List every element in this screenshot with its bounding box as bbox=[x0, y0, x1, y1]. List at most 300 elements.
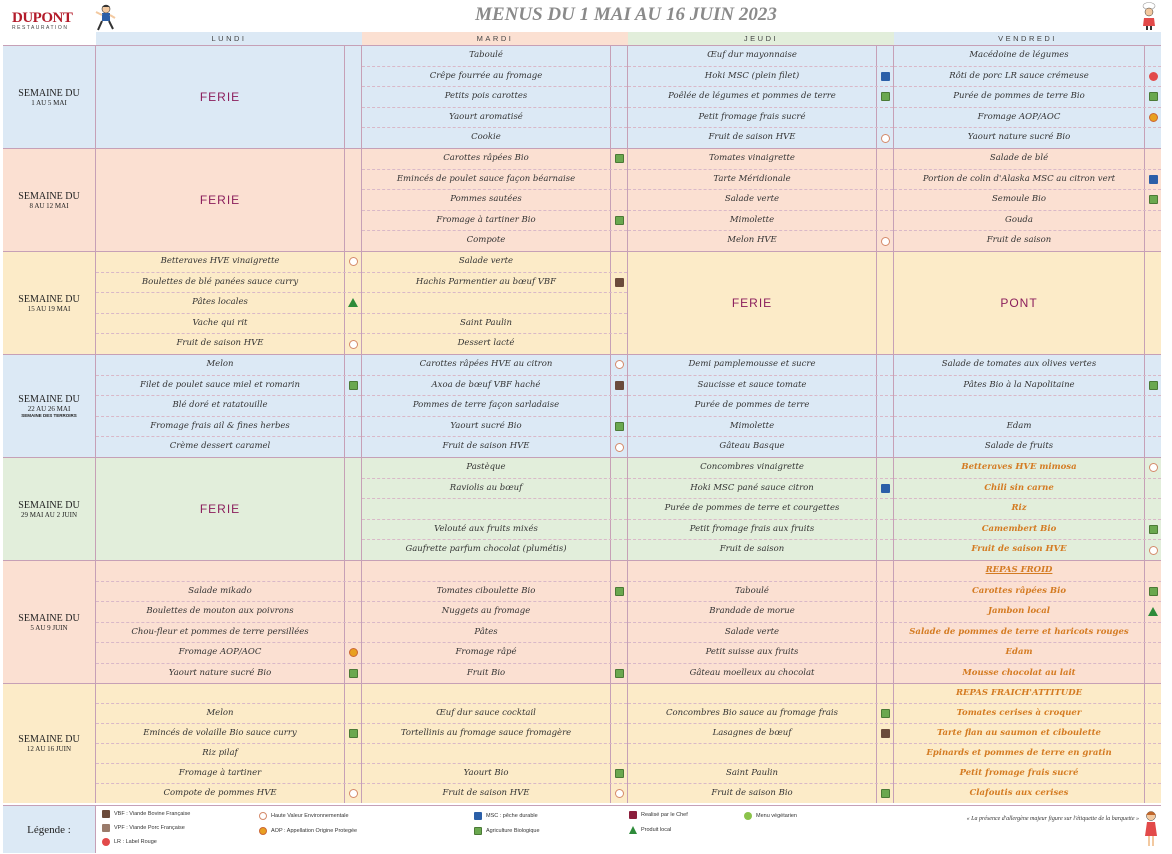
menu-item-text: Macédoine de légumes bbox=[969, 50, 1069, 60]
menu-row bbox=[894, 540, 1161, 560]
menu-row bbox=[362, 87, 627, 108]
legend-lr-text: LR : Label Rouge bbox=[114, 839, 157, 845]
msc-fish-icon bbox=[881, 484, 890, 493]
menu-row bbox=[628, 190, 893, 211]
menu-row bbox=[362, 784, 627, 803]
menu-item-text: Cookie bbox=[471, 132, 501, 143]
day-column-jeudi bbox=[628, 684, 894, 803]
menu-row bbox=[362, 108, 627, 129]
icon-cell bbox=[876, 87, 893, 107]
day-column-lundi bbox=[96, 149, 362, 251]
menu-row bbox=[894, 417, 1161, 438]
menu-row bbox=[628, 724, 893, 744]
week-block bbox=[3, 683, 1161, 803]
icon-cell bbox=[876, 355, 893, 375]
icon-cell bbox=[1144, 602, 1161, 622]
menu-row bbox=[362, 252, 627, 273]
icon-cell bbox=[344, 602, 361, 622]
menu-row bbox=[96, 334, 361, 354]
menu-row bbox=[96, 273, 361, 294]
menu-row bbox=[628, 784, 893, 803]
bio-leaf-icon bbox=[881, 789, 890, 798]
icon-cell bbox=[344, 582, 361, 602]
icon-cell bbox=[610, 458, 627, 478]
day-column-vendredi bbox=[894, 684, 1161, 803]
legend-lr bbox=[102, 838, 157, 846]
day-column-lundi bbox=[96, 355, 362, 457]
icon-cell bbox=[876, 128, 893, 148]
icon-cell bbox=[610, 252, 627, 272]
icon-cell bbox=[1144, 479, 1161, 499]
icon-cell bbox=[610, 724, 627, 743]
menu-item-text: Fruit de saison HVE bbox=[708, 132, 796, 143]
hve-icon bbox=[615, 443, 624, 452]
icon-cell bbox=[876, 376, 893, 396]
menu-row bbox=[96, 561, 361, 582]
menu-row bbox=[894, 784, 1161, 803]
icon-cell bbox=[1144, 67, 1161, 87]
menu-row bbox=[362, 437, 627, 457]
local-product-icon bbox=[629, 826, 637, 834]
icon-cell bbox=[876, 231, 893, 251]
menu-item-text: Salade verte bbox=[724, 626, 780, 637]
day-column-vendredi bbox=[894, 252, 1161, 354]
icon-cell bbox=[610, 211, 627, 231]
menu-row bbox=[96, 582, 361, 603]
bio-leaf-icon bbox=[615, 769, 624, 778]
icon-cell bbox=[1144, 724, 1161, 743]
menu-item-text: Purée de pommes de terre bbox=[694, 400, 810, 411]
legend-body bbox=[96, 806, 1161, 853]
icon-cell bbox=[610, 108, 627, 128]
menu-item-text: Salade de pommes de terre et haricots rouges bbox=[909, 626, 1129, 637]
menu-row bbox=[894, 190, 1161, 211]
menu-item-text bbox=[362, 561, 610, 581]
day-header-spacer bbox=[3, 32, 96, 45]
menu-row bbox=[362, 643, 627, 664]
legend-local bbox=[629, 826, 671, 834]
menu-row bbox=[362, 355, 627, 376]
icon-cell bbox=[876, 664, 893, 684]
bio-leaf-icon bbox=[349, 381, 358, 390]
menu-item-text bbox=[628, 744, 876, 763]
menu-item-text: Petit fromage frais sucré bbox=[959, 768, 1079, 778]
legend-hve bbox=[259, 812, 349, 820]
menu-grid bbox=[3, 32, 1161, 803]
icon-cell bbox=[610, 664, 627, 684]
legend-bio-text: Agriculture Biologique bbox=[486, 828, 540, 834]
menu-row bbox=[362, 46, 627, 67]
menu-item-text: Velouté aux fruits mixés bbox=[434, 523, 538, 534]
icon-cell bbox=[1144, 231, 1161, 251]
menu-row bbox=[628, 561, 893, 582]
menu-item-text: Mimolette bbox=[729, 214, 775, 225]
icon-cell bbox=[1144, 396, 1161, 416]
hve-icon bbox=[881, 237, 890, 246]
menu-item-text: Petit suisse aux fruits bbox=[705, 647, 799, 657]
icon-cell bbox=[344, 314, 361, 334]
menu-item-text: Salade de fruits bbox=[984, 441, 1054, 452]
menu-item-text: Fruit de saison HVE bbox=[442, 441, 530, 452]
menu-row bbox=[362, 417, 627, 438]
menu-row bbox=[894, 437, 1161, 457]
menu-row bbox=[362, 704, 627, 724]
menu-item-text: REPAS FROID bbox=[985, 565, 1053, 575]
menu-item-text: Petit fromage frais sucré bbox=[698, 111, 806, 122]
menu-row bbox=[362, 623, 627, 644]
legend-aop bbox=[259, 827, 357, 835]
day-column-lundi bbox=[96, 458, 362, 560]
chef-girl-icon bbox=[1138, 2, 1160, 30]
menu-item-text: Gouda bbox=[1005, 214, 1033, 225]
week-label-dates: 8 AU 12 MAI bbox=[29, 201, 69, 210]
day-column-vendredi bbox=[894, 149, 1161, 251]
menu-row bbox=[96, 417, 361, 438]
menu-item-text: Nuggets au fromage bbox=[441, 606, 531, 616]
icon-cell bbox=[610, 273, 627, 293]
week-label bbox=[3, 684, 96, 803]
menu-row bbox=[362, 128, 627, 148]
day-column-mardi bbox=[362, 561, 628, 683]
menu-row bbox=[362, 314, 627, 335]
menu-row bbox=[362, 602, 627, 623]
bio-leaf-icon bbox=[881, 709, 890, 718]
menu-item-text: Demi pamplemousse et sucre bbox=[688, 359, 816, 369]
menu-item-text bbox=[362, 684, 610, 703]
icon-cell bbox=[876, 190, 893, 210]
bio-leaf-icon bbox=[474, 827, 482, 835]
day-column-jeudi bbox=[628, 355, 894, 457]
menu-row bbox=[628, 764, 893, 784]
menu-row bbox=[362, 211, 627, 232]
menu-row bbox=[628, 540, 893, 560]
logo-sub: RESTAURATION bbox=[12, 25, 69, 31]
icon-cell bbox=[610, 520, 627, 540]
bio-leaf-icon bbox=[615, 422, 624, 431]
menu-item-text: Riz bbox=[1011, 503, 1027, 514]
menu-item-text: REPAS FRAICH'ATTITUDE bbox=[955, 688, 1083, 698]
week-block bbox=[3, 45, 1161, 148]
icon-cell bbox=[1144, 417, 1161, 437]
menu-item-text: Dessert lacté bbox=[457, 338, 515, 349]
menu-item-text: Betteraves HVE vinaigrette bbox=[160, 256, 280, 266]
menu-row bbox=[894, 724, 1161, 744]
logo-word: DUPONT bbox=[12, 10, 73, 26]
holiday-box bbox=[628, 252, 893, 354]
day-column-vendredi bbox=[894, 561, 1161, 683]
msc-fish-icon bbox=[881, 72, 890, 81]
menu-item-text bbox=[362, 499, 610, 519]
menu-item-text bbox=[362, 293, 610, 313]
menu-row bbox=[894, 170, 1161, 191]
menu-row bbox=[894, 355, 1161, 376]
menu-item-text: Fruit de saison HVE bbox=[971, 544, 1067, 555]
menu-item-text: Melon HVE bbox=[727, 235, 777, 246]
menu-row bbox=[362, 293, 627, 314]
bio-leaf-icon bbox=[1149, 381, 1158, 390]
icon-cell bbox=[1144, 355, 1161, 375]
menu-row bbox=[628, 128, 893, 148]
menu-item-text: Œuf dur sauce cocktail bbox=[436, 708, 536, 718]
ferie-label: FERIE bbox=[199, 502, 241, 516]
menu-row bbox=[362, 764, 627, 784]
week-label bbox=[3, 46, 96, 148]
icon-cell bbox=[1144, 664, 1161, 684]
menu-item-text: Carottes râpées Bio bbox=[443, 153, 529, 163]
icon-cell bbox=[610, 437, 627, 457]
day-column-vendredi bbox=[894, 355, 1161, 457]
day-column-mardi bbox=[362, 149, 628, 251]
week-label-dates: 12 AU 16 JUIN bbox=[26, 745, 72, 753]
icon-cell bbox=[1144, 170, 1161, 190]
icon-cell bbox=[610, 684, 627, 703]
menu-row bbox=[894, 46, 1161, 67]
menu-row bbox=[894, 479, 1161, 500]
icon-cell bbox=[610, 67, 627, 87]
menu-item-text: Filet de poulet sauce miel et romarin bbox=[140, 379, 300, 390]
icon-cell bbox=[344, 437, 361, 457]
menu-row bbox=[362, 540, 627, 560]
menu-item-text: Tomates vinaigrette bbox=[709, 153, 795, 163]
week-block bbox=[3, 251, 1161, 354]
menu-row bbox=[894, 376, 1161, 397]
icon-cell bbox=[876, 764, 893, 783]
menu-row bbox=[362, 231, 627, 251]
menu-row bbox=[894, 684, 1161, 704]
chef-hat-icon bbox=[629, 811, 637, 819]
menu-item-text: Saint Paulin bbox=[726, 768, 778, 778]
menu-row bbox=[96, 396, 361, 417]
day-column-jeudi bbox=[628, 561, 894, 683]
menu-item-text bbox=[96, 684, 344, 703]
icon-cell bbox=[610, 643, 627, 663]
menu-item-text: Salade verte bbox=[458, 256, 514, 266]
menu-row bbox=[96, 764, 361, 784]
bio-leaf-icon bbox=[1149, 92, 1158, 101]
icon-cell bbox=[610, 334, 627, 354]
day-column-lundi bbox=[96, 252, 362, 354]
menu-row bbox=[362, 334, 627, 354]
menu-item-text: Poêlée de légumes et pommes de terre bbox=[668, 91, 836, 102]
legend-title: Légende : bbox=[3, 806, 96, 853]
day-column-lundi bbox=[96, 684, 362, 803]
icon-cell bbox=[1144, 684, 1161, 703]
menu-row bbox=[628, 499, 893, 520]
menu-row bbox=[628, 458, 893, 479]
menu-row bbox=[362, 479, 627, 500]
ferie-label: FERIE bbox=[199, 90, 241, 104]
week-label bbox=[3, 458, 96, 560]
girl-illustration-icon bbox=[1143, 810, 1159, 848]
menu-item-text: Axoa de bœuf VBF haché bbox=[431, 379, 541, 390]
menu-item-text: Carottes râpées HVE au citron bbox=[419, 359, 553, 369]
menu-item-text: Gâteau Basque bbox=[719, 441, 785, 452]
icon-cell bbox=[610, 396, 627, 416]
menu-item-text: Yaourt Bio bbox=[463, 768, 509, 778]
icon-cell bbox=[344, 784, 361, 803]
vbf-icon bbox=[881, 729, 890, 738]
week-label-main: SEMAINE DU bbox=[18, 190, 80, 202]
icon-cell bbox=[610, 355, 627, 375]
bio-leaf-icon bbox=[615, 669, 624, 678]
icon-column bbox=[344, 149, 361, 251]
menu-row bbox=[894, 520, 1161, 541]
menu-item-text: Concombres vinaigrette bbox=[700, 462, 804, 472]
menu-item-text: Fromage AOP/AOC bbox=[178, 647, 262, 657]
icon-cell bbox=[344, 355, 361, 375]
icon-cell bbox=[610, 417, 627, 437]
menu-row bbox=[362, 190, 627, 211]
menu-item-text: Petit fromage frais aux fruits bbox=[689, 523, 815, 534]
week-label-main: SEMAINE DU bbox=[18, 293, 80, 305]
menu-row bbox=[894, 458, 1161, 479]
menu-item-text: Pommes sautées bbox=[450, 194, 522, 205]
icon-cell bbox=[344, 376, 361, 396]
week-label-dates: 29 MAI AU 2 JUIN bbox=[21, 510, 77, 519]
menu-row bbox=[628, 108, 893, 129]
icon-cell bbox=[876, 744, 893, 763]
menu-row bbox=[362, 520, 627, 541]
menu-row bbox=[96, 704, 361, 724]
menu-item-text: Yaourt aromatisé bbox=[449, 111, 523, 122]
menu-row bbox=[628, 67, 893, 88]
icon-cell bbox=[610, 499, 627, 519]
menu-item-text: Emincés de poulet sauce façon béarnaise bbox=[396, 173, 576, 184]
hve-icon bbox=[881, 134, 890, 143]
hve-icon bbox=[1149, 546, 1158, 555]
icon-cell bbox=[876, 520, 893, 540]
legend-local-text: Produit local bbox=[641, 827, 672, 833]
aop-icon bbox=[349, 648, 358, 657]
menu-row bbox=[628, 417, 893, 438]
day-column-lundi bbox=[96, 46, 362, 148]
legend-aop-text: AOP : Appellation Origine Protegée bbox=[271, 828, 358, 834]
menu-item-text bbox=[96, 561, 344, 581]
icon-cell bbox=[876, 46, 893, 66]
menu-row bbox=[894, 499, 1161, 520]
menu-item-text: Hachis Parmentier au bœuf VBF bbox=[415, 276, 557, 287]
icon-cell bbox=[1144, 108, 1161, 128]
icon-cell bbox=[610, 149, 627, 169]
icon-cell bbox=[1144, 623, 1161, 643]
menu-item-text: Fromage frais ail & fines herbes bbox=[150, 420, 290, 431]
menu-item-text: Jambon local bbox=[987, 606, 1051, 616]
day-column-mardi bbox=[362, 252, 628, 354]
menu-item-text: Compote bbox=[466, 235, 506, 246]
menu-row bbox=[628, 87, 893, 108]
icon-cell bbox=[344, 396, 361, 416]
week-label-main: SEMAINE DU bbox=[18, 87, 80, 99]
week-block bbox=[3, 148, 1161, 251]
legend-chef bbox=[629, 811, 688, 819]
icon-cell bbox=[344, 252, 361, 272]
menu-row bbox=[628, 46, 893, 67]
menu-row bbox=[628, 684, 893, 704]
menu-row bbox=[628, 211, 893, 232]
icon-cell bbox=[1144, 704, 1161, 723]
menu-item-text: Salade mikado bbox=[188, 585, 252, 596]
menu-item-text: Brandade de morue bbox=[709, 606, 795, 616]
icon-cell bbox=[1144, 458, 1161, 478]
holiday-box bbox=[96, 149, 361, 251]
pont-label: PONT bbox=[1000, 296, 1038, 310]
menu-item-text: Fruit de saison HVE bbox=[176, 338, 264, 349]
icon-cell bbox=[876, 623, 893, 643]
day-column-mardi bbox=[362, 684, 628, 803]
menu-item-text: Melon bbox=[206, 359, 234, 369]
icon-cell bbox=[610, 602, 627, 622]
menu-item-text: Yaourt nature sucré Bio bbox=[967, 132, 1071, 143]
week-block bbox=[3, 560, 1161, 683]
week-label bbox=[3, 252, 96, 354]
icon-cell bbox=[610, 479, 627, 499]
menu-item-text: Fruit Bio bbox=[466, 667, 506, 678]
menu-row bbox=[628, 744, 893, 764]
menu-item-text: Raviolis au bœuf bbox=[449, 482, 523, 493]
menu-row bbox=[362, 744, 627, 764]
menu-item-text: Mousse chocolat au lait bbox=[962, 667, 1076, 678]
menu-item-text: Emincés de volaille Bio sauce curry bbox=[143, 728, 297, 738]
icon-cell bbox=[876, 458, 893, 478]
week-block bbox=[3, 354, 1161, 457]
icon-cell bbox=[344, 704, 361, 723]
page-title: MENUS DU 1 MAI AU 16 JUIN 2023 bbox=[475, 4, 777, 25]
icon-cell bbox=[876, 540, 893, 560]
legend-vpf bbox=[102, 824, 185, 832]
hve-icon bbox=[615, 789, 624, 798]
menu-item-text: Yaourt nature sucré Bio bbox=[168, 667, 272, 678]
day-column-mardi bbox=[362, 458, 628, 560]
menu-row bbox=[894, 149, 1161, 170]
holiday-box bbox=[96, 46, 361, 148]
week-label-main: SEMAINE DU bbox=[18, 499, 80, 511]
menu-row bbox=[96, 643, 361, 664]
icon-cell bbox=[610, 582, 627, 602]
icon-cell bbox=[1144, 540, 1161, 560]
menu-row bbox=[96, 355, 361, 376]
menu-item-text: Pâtes Bio à la Napolitaine bbox=[963, 379, 1075, 390]
menu-row bbox=[362, 67, 627, 88]
menu-item-text: Salade verte bbox=[724, 194, 780, 205]
hve-icon bbox=[1149, 463, 1158, 472]
icon-column bbox=[1144, 252, 1161, 354]
legend-msc bbox=[474, 812, 538, 820]
icon-cell bbox=[610, 190, 627, 210]
icon-cell bbox=[876, 499, 893, 519]
menu-row bbox=[96, 724, 361, 744]
week-block bbox=[3, 457, 1161, 560]
icon-column bbox=[876, 252, 893, 354]
icon-cell bbox=[1144, 376, 1161, 396]
menu-item-text: Concombres Bio sauce au fromage frais bbox=[665, 708, 839, 718]
menu-row bbox=[628, 602, 893, 623]
menu-row bbox=[628, 437, 893, 457]
menu-row bbox=[628, 520, 893, 541]
icon-cell bbox=[610, 293, 627, 313]
icon-cell bbox=[876, 211, 893, 231]
week-label bbox=[3, 561, 96, 683]
menu-row bbox=[894, 643, 1161, 664]
menu-row bbox=[628, 623, 893, 644]
menu-row bbox=[628, 643, 893, 664]
menu-item-text: Chou-fleur et pommes de terre persillées bbox=[131, 626, 309, 637]
menu-row bbox=[894, 623, 1161, 644]
week-label-extra: SEMAINE DES TERROIRS bbox=[21, 413, 77, 418]
week-label bbox=[3, 149, 96, 251]
icon-cell bbox=[1144, 190, 1161, 210]
icon-cell bbox=[876, 67, 893, 87]
menu-row bbox=[362, 684, 627, 704]
